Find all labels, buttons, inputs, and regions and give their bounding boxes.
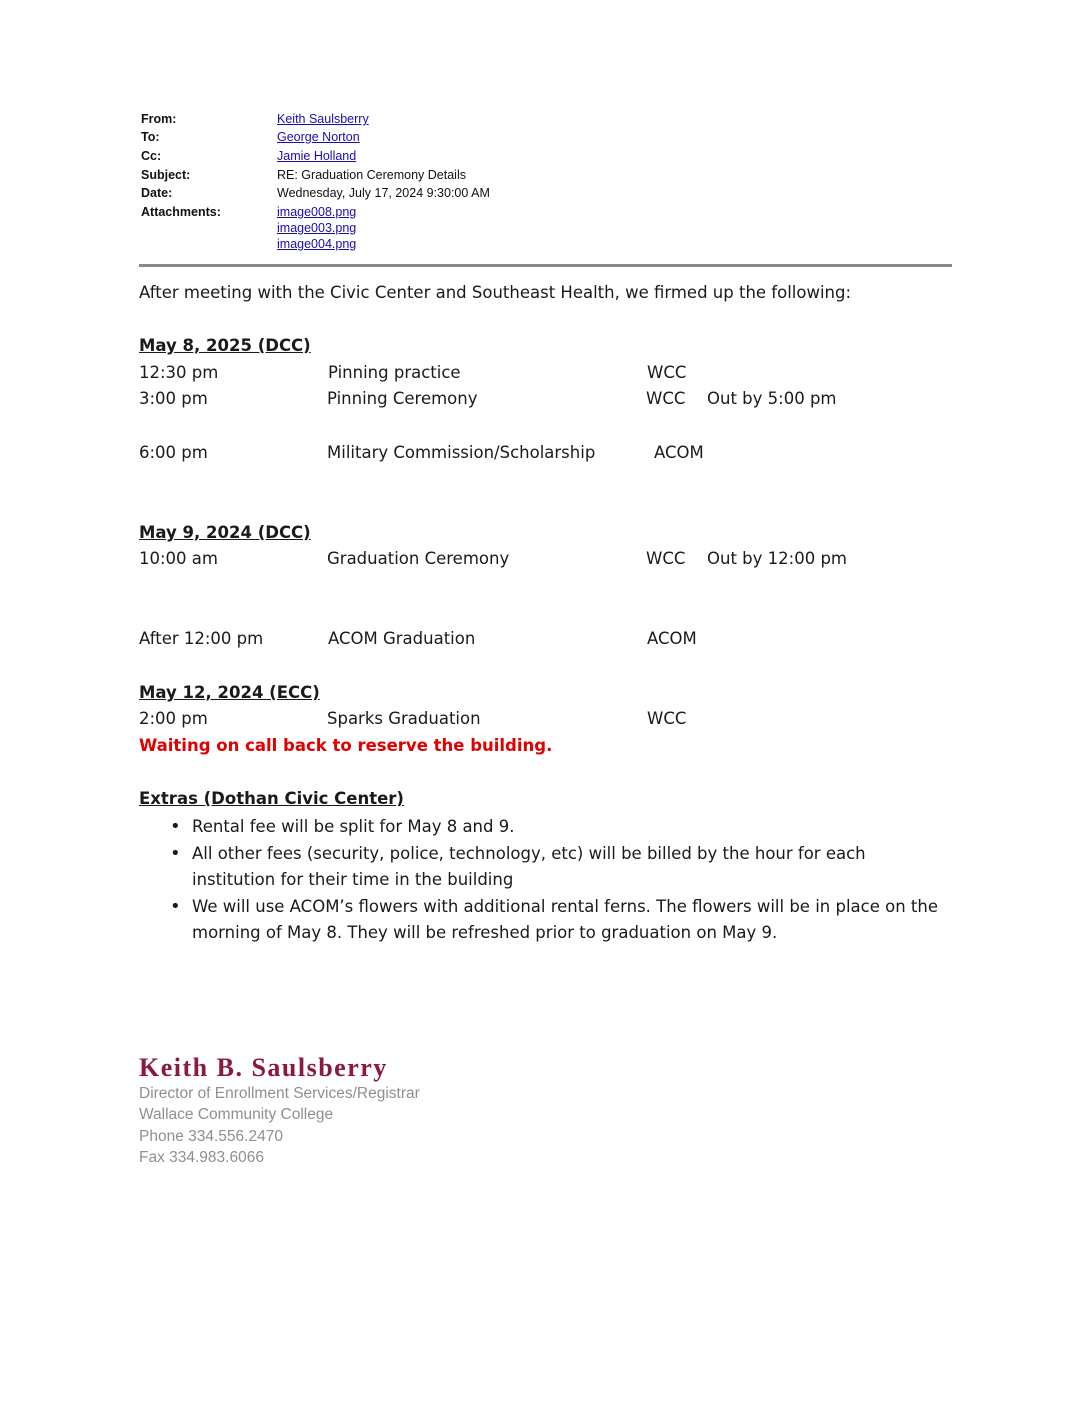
extras-heading: Extras (Dothan Civic Center) xyxy=(139,789,404,808)
section-heading: May 8, 2025 (DCC) xyxy=(139,336,311,355)
schedule-place: WCC xyxy=(647,363,687,382)
schedule-note: Out by 5:00 pm xyxy=(707,389,837,408)
subject-value: RE: Graduation Ceremony Details xyxy=(277,168,466,182)
attachment-link[interactable]: image008.png xyxy=(277,205,357,219)
to-label: To: xyxy=(141,130,160,144)
list-item: • We will use ACOM’s flowers with additional rental ferns. The flowers will be in place on the morning of May 8. They will be refreshed prior to graduation on May 9. xyxy=(170,894,940,947)
schedule-event: Pinning Ceremony xyxy=(327,389,478,408)
from-label: From: xyxy=(141,112,177,126)
list-item: • All other fees (security, police, technology, etc) will be billed by the hour for each institution for their time in the building xyxy=(170,841,940,894)
signature-title: Director of Enrollment Services/Registrar xyxy=(139,1085,420,1102)
section-heading: May 12, 2024 (ECC) xyxy=(139,683,320,702)
schedule-place: WCC xyxy=(647,709,687,728)
schedule-time: 3:00 pm xyxy=(139,389,208,408)
cc-link[interactable]: Jamie Holland xyxy=(277,149,357,163)
attachment-link[interactable]: image004.png xyxy=(277,237,357,251)
schedule-event: Military Commission/Scholarship xyxy=(327,443,596,462)
schedule-event: Sparks Graduation xyxy=(327,709,481,728)
extras-list xyxy=(170,814,940,947)
from-link[interactable]: Keith Saulsberry xyxy=(277,112,369,126)
schedule-time: 12:30 pm xyxy=(139,363,219,382)
schedule-event: Pinning practice xyxy=(328,363,461,382)
attachments-label: Attachments: xyxy=(141,205,221,219)
alert-text: Waiting on call back to reserve the building. xyxy=(139,736,553,755)
schedule-time: After 12:00 pm xyxy=(139,629,264,648)
date-label: Date: xyxy=(141,186,173,200)
schedule-place: ACOM xyxy=(654,443,704,462)
cc-label: Cc: xyxy=(141,149,162,163)
schedule-place: WCC xyxy=(646,549,686,568)
section-heading: May 9, 2024 (DCC) xyxy=(139,523,311,542)
schedule-time: 10:00 am xyxy=(139,549,218,568)
header-divider xyxy=(139,264,952,267)
list-item: • Rental fee will be split for May 8 and 9. xyxy=(170,814,940,841)
schedule-time: 2:00 pm xyxy=(139,709,208,728)
schedule-event: ACOM Graduation xyxy=(328,629,476,648)
schedule-note: Out by 12:00 pm xyxy=(707,549,847,568)
schedule-time: 6:00 pm xyxy=(139,443,208,462)
signature-org: Wallace Community College xyxy=(139,1106,334,1123)
intro-text: After meeting with the Civic Center and Southeast Health, we firmed up the following: xyxy=(139,283,852,302)
to-link[interactable]: George Norton xyxy=(277,130,360,144)
schedule-place: ACOM xyxy=(647,629,697,648)
signature-fax: Fax 334.983.6066 xyxy=(139,1149,264,1166)
subject-label: Subject: xyxy=(141,168,191,182)
attachment-link[interactable]: image003.png xyxy=(277,221,357,235)
date-value: Wednesday, July 17, 2024 9:30:00 AM xyxy=(277,186,490,200)
signature-phone: Phone 334.556.2470 xyxy=(139,1128,283,1145)
schedule-event: Graduation Ceremony xyxy=(327,549,510,568)
schedule-place: WCC xyxy=(646,389,686,408)
signature-name: Keith B. Saulsberry xyxy=(139,1053,388,1082)
